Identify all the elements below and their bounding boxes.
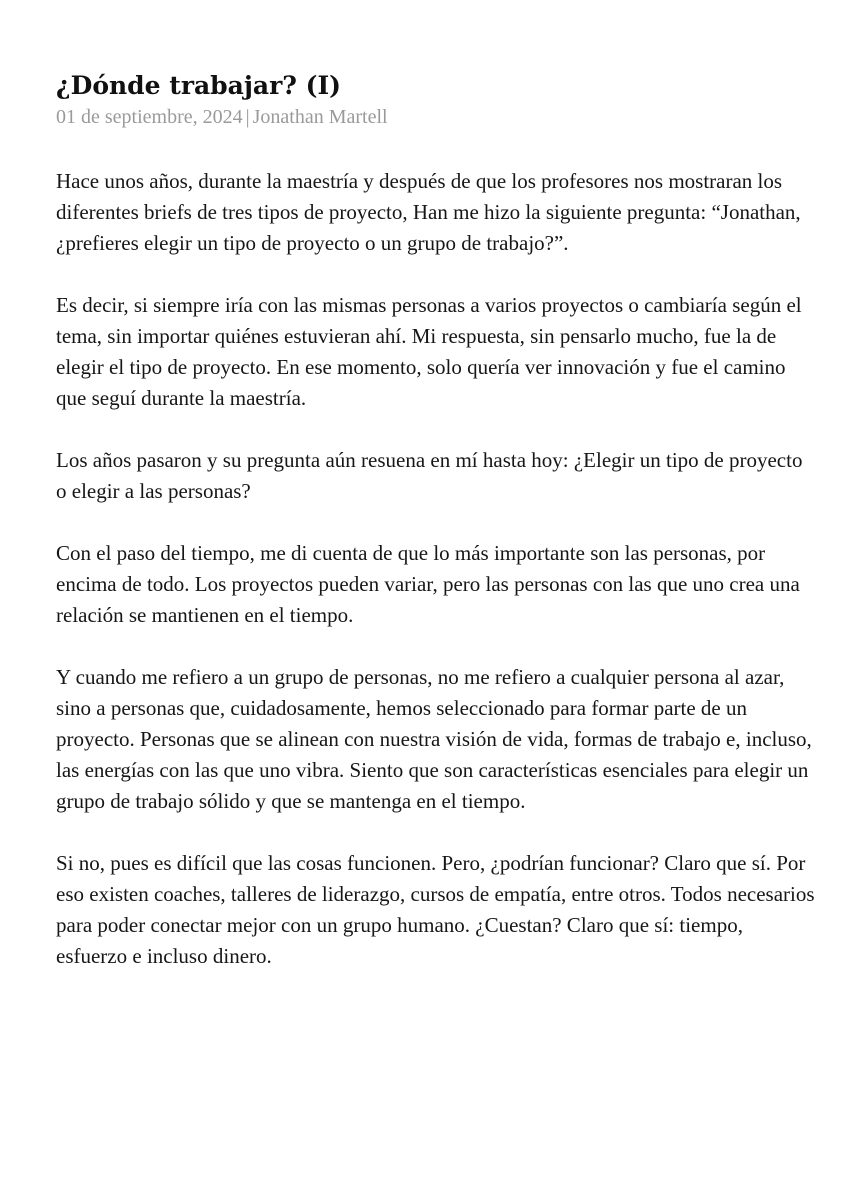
meta-separator: | [245,106,250,128]
paragraph: Con el paso del tiempo, me di cuenta de que lo más importante son las personas, por encima de todo. Los proyectos pueden variar, pero las personas con las que uno crea una relación se mantienen en el tiempo. [56,541,800,627]
paragraph: Es decir, si siempre iría con las mismas personas a varios proyectos o cambiaría según el tema, sin importar quiénes estuvieran ahí. Mi respuesta, sin pensarlo mucho, fue la de elegir el tipo de proyecto. En ese momento, solo quería ver innovación y fue el camino que seguí durante la maestría. [56,293,802,410]
author-name: Jonathan Martell [252,106,388,128]
article-meta [56,104,816,130]
article-title: ¿Dónde trabajar? (I) [56,71,341,100]
publish-date: 01 de septiembre, 2024 [56,106,243,128]
paragraph: Y cuando me refiero a un grupo de personas, no me refiero a cualquier persona al azar, sino a personas que, cuidadosamente, hemos seleccionado para formar parte de un proyecto. Personas que se alinean con nuestra visión de vida, formas de trabajo e, incluso, las energías con las que uno vibra. Siento que son características esenciales para elegir un grupo de trabajo sólido y que se mantenga en el tiempo. [56,665,812,813]
article [56,70,816,1003]
article-body [56,166,816,972]
paragraph: Si no, pues es difícil que las cosas funcionen. Pero, ¿podrían funcionar? Claro que sí. Por eso existen coaches, talleres de liderazgo, cursos de empatía, entre otros. Todos necesarios para poder conectar mejor con un grupo humano. ¿Cuestan? Claro que sí: tiempo, esfuerzo e incluso dinero. [56,851,815,968]
paragraph: Hace unos años, durante la maestría y después de que los profesores nos mostraran los diferentes briefs de tres tipos de proyecto, Han me hizo la siguiente pregunta: “Jonathan, ¿prefieres elegir un tipo de proyecto o un grupo de trabajo?”. [56,169,801,255]
paragraph: Los años pasaron y su pregunta aún resuena en mí hasta hoy: ¿Elegir un tipo de proyecto o elegir a las personas? [56,448,803,503]
